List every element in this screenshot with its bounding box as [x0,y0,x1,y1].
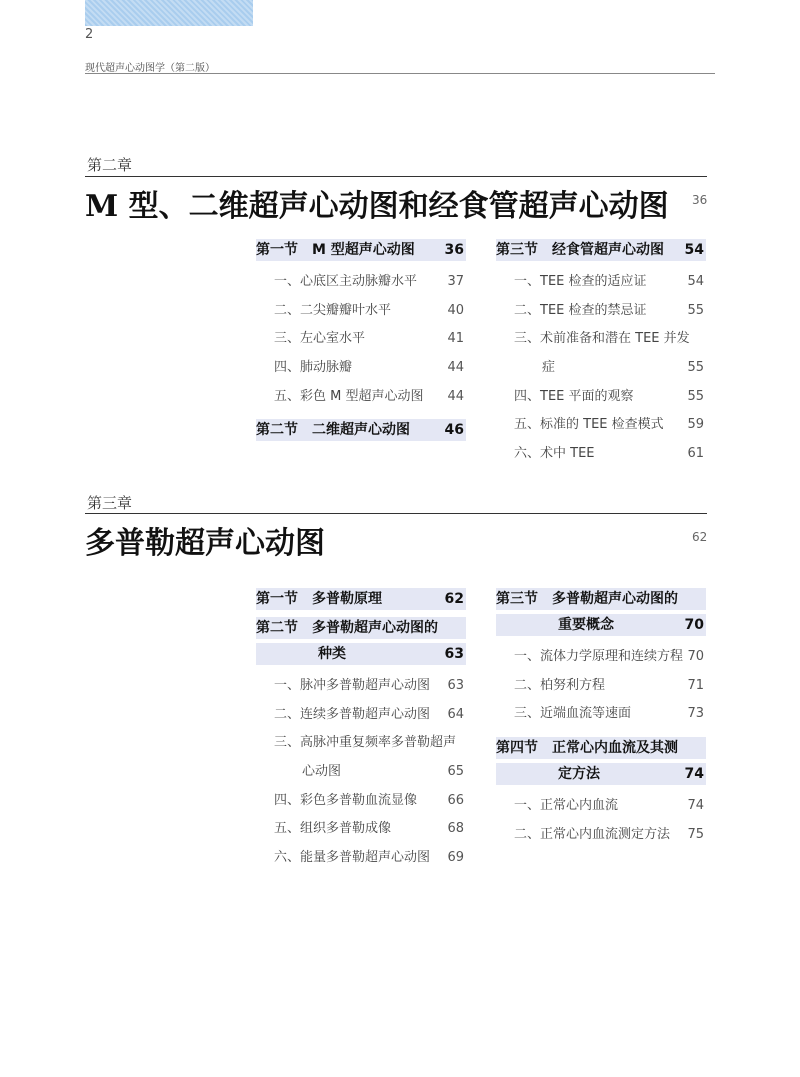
section-title: 第三节 经食管超声心动图 [496,242,664,258]
item-page: 65 [447,764,464,780]
section-title: 第四节 正常心内血流及其测 [496,740,678,757]
item-text-continued: 心动图 [302,764,342,780]
item-page: 74 [687,798,704,814]
toc-item[interactable] [256,815,466,844]
section-title: 第三节 多普勒超声心动图的 [496,591,678,607]
section-page: 74 [684,766,704,783]
item-text: 二、二尖瓣瓣叶水平 [274,302,392,318]
chapter-2-right-column [496,239,706,469]
item-text: 二、正常心内血流测定方法 [514,826,671,842]
section-title-continued: 种类 [318,646,346,662]
item-page: 61 [687,446,704,462]
section-page: 36 [444,242,464,258]
toc-item[interactable] [496,700,706,729]
toc-section-continued[interactable] [496,763,706,785]
toc-item[interactable] [496,643,706,672]
item-text: 二、连续多普勒超声心动图 [274,706,431,722]
section-title-continued: 重要概念 [558,617,614,633]
toc-section[interactable] [256,617,466,639]
item-text: 四、彩色多普勒血流显像 [274,792,418,808]
section-title: 第二节 二维超声心动图 [256,422,410,439]
item-page: 73 [687,706,704,722]
chapter-3-page: 62 [692,530,708,544]
item-text: 一、流体力学原理和连续方程 [514,649,684,664]
toc-section-continued[interactable] [496,614,706,636]
toc-item[interactable] [256,729,466,758]
section-title-continued: 定方法 [558,766,600,783]
item-text: 一、正常心内血流 [514,798,619,814]
toc-item[interactable] [256,787,466,816]
chapter-2-left-column [256,239,466,448]
toc-item[interactable] [256,354,466,383]
toc-section[interactable] [496,588,706,610]
chapter-2-rule [85,176,707,177]
spacer [496,729,706,737]
item-page: 59 [687,417,704,433]
header-decoration [85,0,253,26]
section-page: 70 [684,617,704,633]
toc-item[interactable] [496,792,706,821]
toc-item[interactable] [256,325,466,354]
toc-item[interactable] [256,672,466,701]
toc-item[interactable] [256,844,466,873]
toc-item[interactable] [256,268,466,297]
section-title: 第一节 M 型超声心动图 [256,242,415,258]
item-text: 一、脉冲多普勒超声心动图 [274,678,431,693]
toc-section[interactable] [496,737,706,759]
chapter-3-right-column [496,588,706,849]
item-text: 一、TEE 检查的适应证 [514,274,647,289]
item-page: 44 [447,388,464,404]
toc-item[interactable] [496,411,706,440]
toc-item[interactable] [256,383,466,412]
item-page: 44 [447,360,464,376]
item-text: 五、彩色 M 型超声心动图 [274,388,424,404]
chapter-3-title: 多普勒超声心动图 [85,526,325,561]
chapter-3-label: 第三章 [87,494,133,512]
item-page: 40 [447,302,464,318]
toc-section-continued[interactable] [256,643,466,665]
chapter-3-rule [85,513,707,514]
item-page: 75 [687,826,704,842]
item-page: 66 [447,792,464,808]
toc-item[interactable] [496,440,706,469]
toc-item[interactable] [256,701,466,730]
toc-item[interactable] [256,297,466,326]
item-page: 68 [447,821,464,837]
section-page: 62 [444,591,464,607]
item-text: 五、组织多普勒成像 [274,821,392,837]
item-page: 55 [687,302,704,318]
item-text: 五、标准的 TEE 检查模式 [514,417,664,433]
toc-section[interactable] [256,588,466,610]
toc-item[interactable] [496,672,706,701]
item-page: 55 [687,360,704,376]
item-page: 71 [687,677,704,693]
item-page: 63 [447,678,464,693]
toc-item[interactable] [496,325,706,354]
toc-item[interactable] [496,268,706,297]
chapter-2-page: 36 [692,193,708,207]
item-text: 六、术中 TEE [514,446,595,462]
item-text: 三、左心室水平 [274,331,366,347]
chapter-2-label: 第二章 [87,156,133,174]
section-page: 63 [444,646,464,662]
item-text: 三、高脉冲重复频率多普勒超声 [274,735,457,751]
section-page: 54 [684,242,704,258]
toc-section[interactable] [496,239,706,261]
toc-item-continued[interactable] [496,354,706,383]
item-text: 二、TEE 检查的禁忌证 [514,302,647,318]
toc-section[interactable] [256,239,466,261]
item-page: 41 [447,331,464,347]
item-text: 二、柏努利方程 [514,677,606,693]
item-text: 六、能量多普勒超声心动图 [274,850,431,866]
toc-item[interactable] [496,383,706,412]
item-page: 55 [687,388,704,404]
item-text-continued: 症 [542,360,556,376]
item-text: 三、近端血流等速面 [514,706,632,722]
toc-item[interactable] [496,821,706,850]
chapter-3-left-column [256,588,466,873]
item-page: 54 [687,274,704,289]
item-text: 三、术前准备和潜在 TEE 并发 [514,331,690,347]
header-rule [85,73,715,74]
book-title: 现代超声心动图学（第二版） [85,63,215,74]
item-page: 69 [447,850,464,866]
item-page: 70 [687,649,704,664]
spacer [256,411,466,419]
section-title: 第二节 多普勒超声心动图的 [256,620,438,636]
section-page: 46 [444,422,464,439]
item-text: 四、TEE 平面的观察 [514,388,634,404]
item-text: 一、心底区主动脉瓣水平 [274,274,418,289]
page-number: 2 [85,27,94,42]
toc-item-continued[interactable] [256,758,466,787]
toc-item[interactable] [496,297,706,326]
item-page: 37 [447,274,464,289]
chapter-2-title: M 型、二维超声心动图和经食管超声心动图 [85,189,669,224]
item-page: 64 [447,706,464,722]
item-text: 四、肺动脉瓣 [274,360,353,376]
section-title: 第一节 多普勒原理 [256,591,382,607]
toc-section[interactable] [256,419,466,441]
